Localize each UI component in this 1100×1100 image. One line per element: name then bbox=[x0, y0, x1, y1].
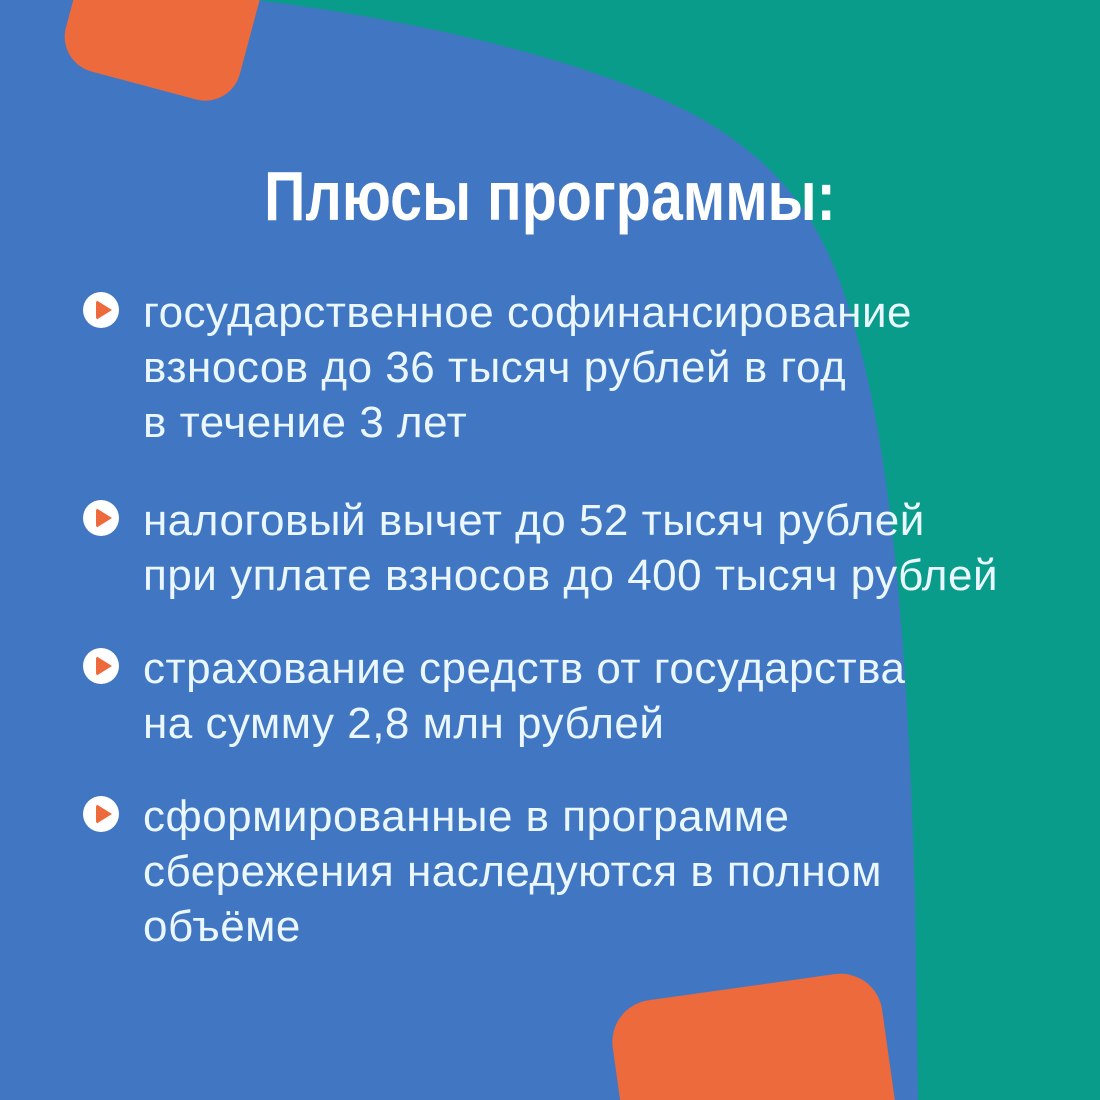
play-icon bbox=[83, 648, 119, 684]
bullet-2-line-1: налоговый вычет до 52 тысяч рублей bbox=[143, 496, 925, 545]
play-triangle bbox=[96, 508, 112, 528]
bullet-text-3 bbox=[143, 641, 906, 751]
bullet-text-2 bbox=[143, 493, 998, 603]
bullet-item-3 bbox=[83, 641, 1073, 751]
play-triangle bbox=[96, 656, 112, 676]
bullet-4-line-2: сбережения наследуются в полном bbox=[143, 847, 882, 896]
bullet-text-1 bbox=[143, 285, 912, 450]
bullet-item-2 bbox=[83, 493, 1073, 603]
bullet-1-line-2: взносов до 36 тысяч рублей в год bbox=[143, 343, 847, 392]
bullet-3-line-2: на сумму 2,8 млн рублей bbox=[143, 699, 665, 748]
bullet-1-line-1: государственное софинансирование bbox=[143, 288, 913, 337]
bullet-1-line-3: в течение 3 лет bbox=[143, 398, 468, 447]
play-icon bbox=[83, 500, 119, 536]
bullet-2-line-2: при уплате взносов до 400 тысяч рублей bbox=[143, 551, 999, 600]
play-triangle bbox=[96, 300, 112, 320]
card-title: Плюсы программы: bbox=[264, 157, 836, 235]
bullet-text-4 bbox=[143, 789, 882, 954]
bullet-4-line-1: сформированные в программе bbox=[143, 792, 790, 841]
bullet-item-4 bbox=[83, 789, 1073, 954]
play-icon bbox=[83, 796, 119, 832]
play-icon bbox=[83, 292, 119, 328]
bullet-4-line-3: объёме bbox=[143, 902, 301, 951]
bullet-3-line-1: страхование средств от государства bbox=[143, 644, 906, 693]
bullet-item-1 bbox=[83, 285, 1073, 450]
play-triangle bbox=[96, 804, 112, 824]
